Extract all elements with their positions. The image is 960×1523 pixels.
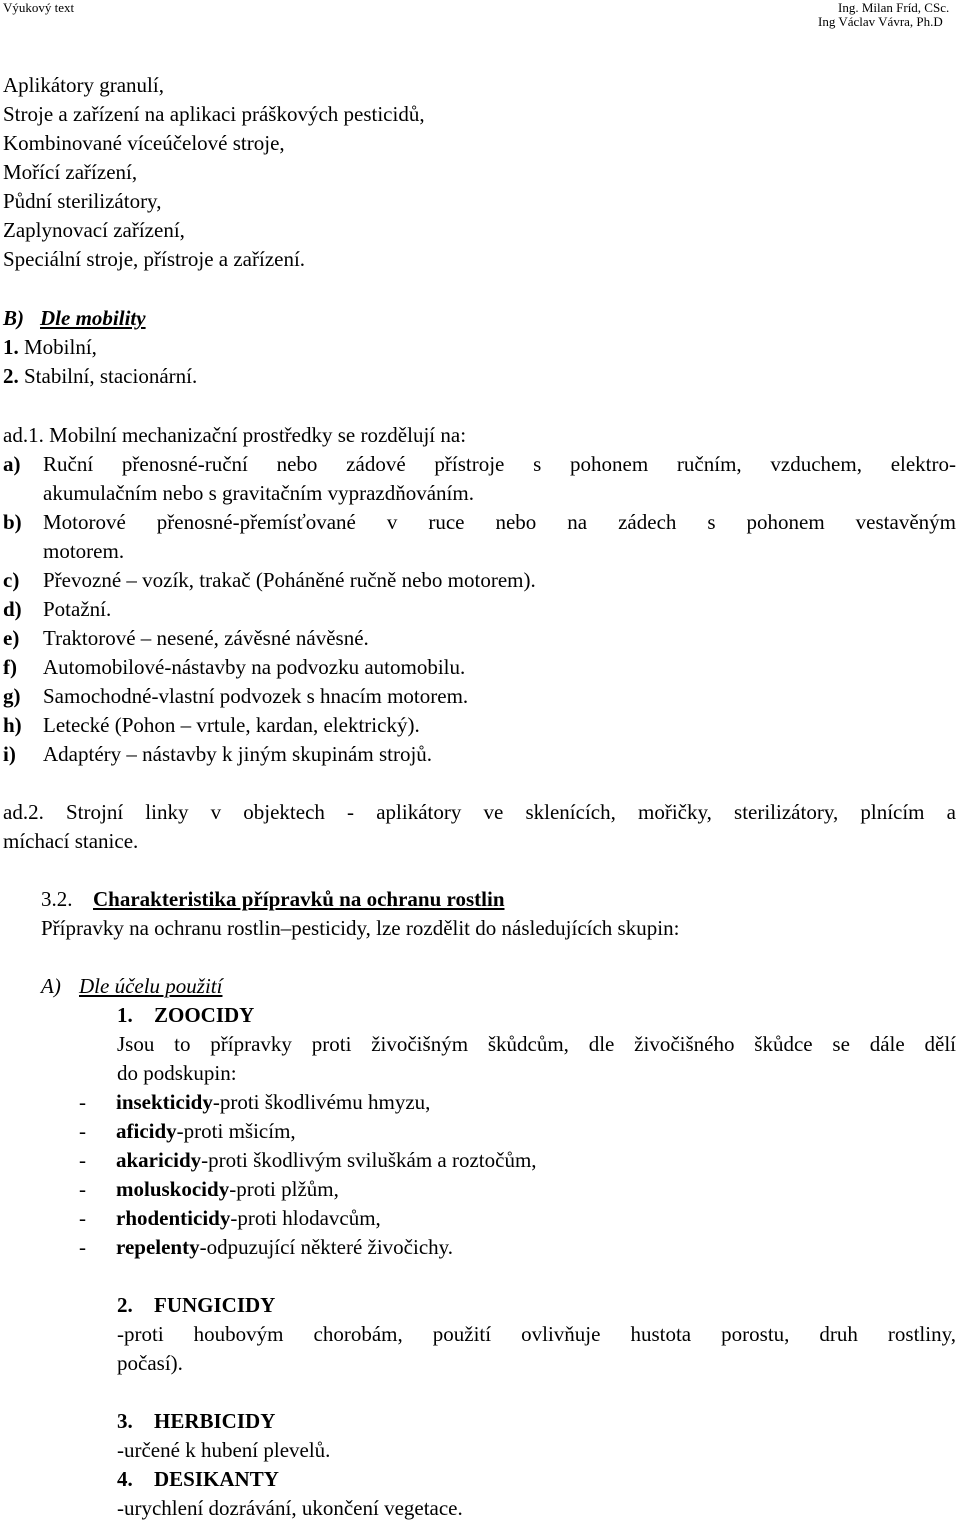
ad1-item-label: d) <box>3 597 22 621</box>
section-title: Charakteristika přípravků na ochranu rostlin <box>93 887 505 911</box>
ad1-item-text: Ruční přenosné-ruční nebo zádové přístroje s pohonem ručním, vzduchem, elektro- <box>43 452 956 476</box>
ad1-intro: ad.1. Mobilní mechanizační prostředky se rozdělují na: <box>3 423 467 447</box>
intro-item: Kombinované víceúčelové stroje, <box>3 131 285 155</box>
mobility-item <box>3 362 197 391</box>
ad1-item-g <box>3 682 468 711</box>
ad1-item-text: Motorové přenosné-přemísťované v ruce nebo na zádech s pohonem vestavěným <box>43 510 956 534</box>
ad1-item-label: f) <box>3 655 17 679</box>
list-dash: - <box>79 1148 86 1172</box>
zoocidy-item-term: moluskocidy <box>116 1177 230 1201</box>
fungicidy-heading <box>117 1291 275 1320</box>
desikanty-desc: -urychlení dozrávání, ukončení vegetace. <box>117 1496 463 1520</box>
herbicidy-heading <box>117 1407 275 1436</box>
ad1-item-label: g) <box>3 684 21 708</box>
mobility-item-num: 2. <box>3 364 19 388</box>
list-dash: - <box>79 1177 86 1201</box>
fungicidy-num: 2. <box>117 1293 133 1317</box>
mobility-item <box>3 333 97 362</box>
zoocidy-item <box>79 1146 537 1175</box>
ad1-item-text: Adaptéry – nástavby k jiným skupinám strojů. <box>43 742 433 766</box>
purpose-prefix: A) <box>41 974 61 998</box>
list-dash: - <box>79 1119 86 1143</box>
fungicidy-title: FUNGICIDY <box>154 1293 276 1317</box>
list-dash: - <box>79 1090 86 1114</box>
zoocidy-item-term: rhodenticidy <box>116 1206 231 1230</box>
header-left: Výukový text <box>3 0 75 15</box>
intro-item: Stroje a zařízení na aplikaci práškových pesticidů, <box>3 102 425 126</box>
intro-item: Mořící zařízení, <box>3 160 138 184</box>
ad1-item-text: Samochodné-vlastní podvozek s hnacím motorem. <box>43 684 469 708</box>
intro-item: Aplikátory granulí, <box>3 73 164 97</box>
ad1-item-text: Letecké (Pohon – vrtule, kardan, elektrický). <box>43 713 420 737</box>
mobility-heading-text: Dle mobility <box>40 306 146 330</box>
ad1-item-label: b) <box>3 510 22 534</box>
zoocidy-item <box>79 1204 381 1233</box>
zoocidy-item-desc: -proti mšicím, <box>176 1119 296 1143</box>
zoocidy-title: ZOOCIDY <box>154 1003 255 1027</box>
ad1-item-d <box>3 595 111 624</box>
zoocidy-item <box>79 1117 296 1146</box>
zoocidy-heading <box>117 1001 254 1030</box>
desikanty-num: 4. <box>117 1467 133 1491</box>
ad1-item-label: c) <box>3 568 20 592</box>
zoocidy-item <box>79 1175 339 1204</box>
zoocidy-num: 1. <box>117 1003 133 1027</box>
ad1-item-b <box>3 508 956 537</box>
section-subtitle: Přípravky na ochranu rostlin–pesticidy, lze rozdělit do následujících skupin: <box>41 916 680 940</box>
intro-item: Půdní sterilizátory, <box>3 189 162 213</box>
ad1-item-i <box>3 740 432 769</box>
zoocidy-item <box>79 1233 453 1262</box>
ad1-item-e <box>3 624 369 653</box>
section-number: 3.2. <box>41 887 73 911</box>
ad2-text-cont: míchací stanice. <box>3 829 139 853</box>
desikanty-heading <box>117 1465 279 1494</box>
ad1-item-c <box>3 566 536 595</box>
zoocidy-item <box>79 1088 430 1117</box>
ad1-item-label: a) <box>3 452 21 476</box>
desikanty-title: DESIKANTY <box>154 1467 279 1491</box>
purpose-text: Dle účelu použití <box>79 974 223 998</box>
mobility-heading-prefix: B) <box>3 306 24 330</box>
ad1-item-b-cont: motorem. <box>43 539 125 563</box>
ad1-item-text: Automobilové-nástavby na podvozku automobilu. <box>43 655 466 679</box>
intro-item: Zaplynovací zařízení, <box>3 218 185 242</box>
fungicidy-desc: -proti houbovým chorobám, použití ovlivňuje hustota porostu, druh rostliny, <box>117 1322 956 1346</box>
purpose-heading <box>41 972 222 1001</box>
ad1-item-text: Potažní. <box>43 597 112 621</box>
mobility-heading <box>3 304 146 333</box>
list-dash: - <box>79 1235 86 1259</box>
ad1-item-label: e) <box>3 626 20 650</box>
zoocidy-item-desc: -proti škodlivému hmyzu, <box>212 1090 431 1114</box>
fungicidy-desc-cont: počasí). <box>117 1351 183 1375</box>
zoocidy-desc: Jsou to přípravky proti živočišným škůdcům, dle živočišného škůdce se dále dělí <box>117 1032 956 1056</box>
ad1-item-text: Převozné – vozík, trakač (Poháněné ručně nebo motorem). <box>43 568 536 592</box>
zoocidy-desc-cont: do podskupin: <box>117 1061 237 1085</box>
mobility-item-num: 1. <box>3 335 19 359</box>
zoocidy-item-desc: -proti plžům, <box>229 1177 339 1201</box>
herbicidy-desc: -určené k hubení plevelů. <box>117 1438 331 1462</box>
ad1-item-label: h) <box>3 713 22 737</box>
zoocidy-item-desc: -proti hlodavcům, <box>230 1206 381 1230</box>
header-author-2: Ing Václav Vávra, Ph.D <box>818 14 943 29</box>
zoocidy-item-term: akaricidy <box>116 1148 202 1172</box>
zoocidy-item-desc: -odpuzující některé živočichy. <box>199 1235 454 1259</box>
herbicidy-title: HERBICIDY <box>154 1409 276 1433</box>
ad2-text: ad.2. Strojní linky v objektech - aplikátory ve sklenících, mořičky, sterilizátory, plnícím a <box>3 800 956 824</box>
ad1-item-text: Traktorové – nesené, závěsné návěsné. <box>43 626 369 650</box>
ad1-item-a <box>3 450 956 479</box>
zoocidy-item-term: repelenty <box>116 1235 200 1259</box>
ad1-item-label: i) <box>3 742 16 766</box>
zoocidy-item-desc: -proti škodlivým sviluškám a roztočům, <box>201 1148 537 1172</box>
ad1-item-h <box>3 711 420 740</box>
ad1-item-f <box>3 653 465 682</box>
section-heading <box>41 885 505 914</box>
zoocidy-item-term: aficidy <box>116 1119 177 1143</box>
header-author-1: Ing. Milan Fríd, CSc. <box>838 0 950 15</box>
intro-item: Speciální stroje, přístroje a zařízení. <box>3 247 306 271</box>
mobility-item-text: Stabilní, stacionární. <box>24 364 198 388</box>
mobility-item-text: Mobilní, <box>24 335 97 359</box>
zoocidy-item-term: insekticidy <box>116 1090 213 1114</box>
ad1-item-a-cont: akumulačním nebo s gravitačním vyprazdňováním. <box>43 481 474 505</box>
herbicidy-num: 3. <box>117 1409 133 1433</box>
list-dash: - <box>79 1206 86 1230</box>
